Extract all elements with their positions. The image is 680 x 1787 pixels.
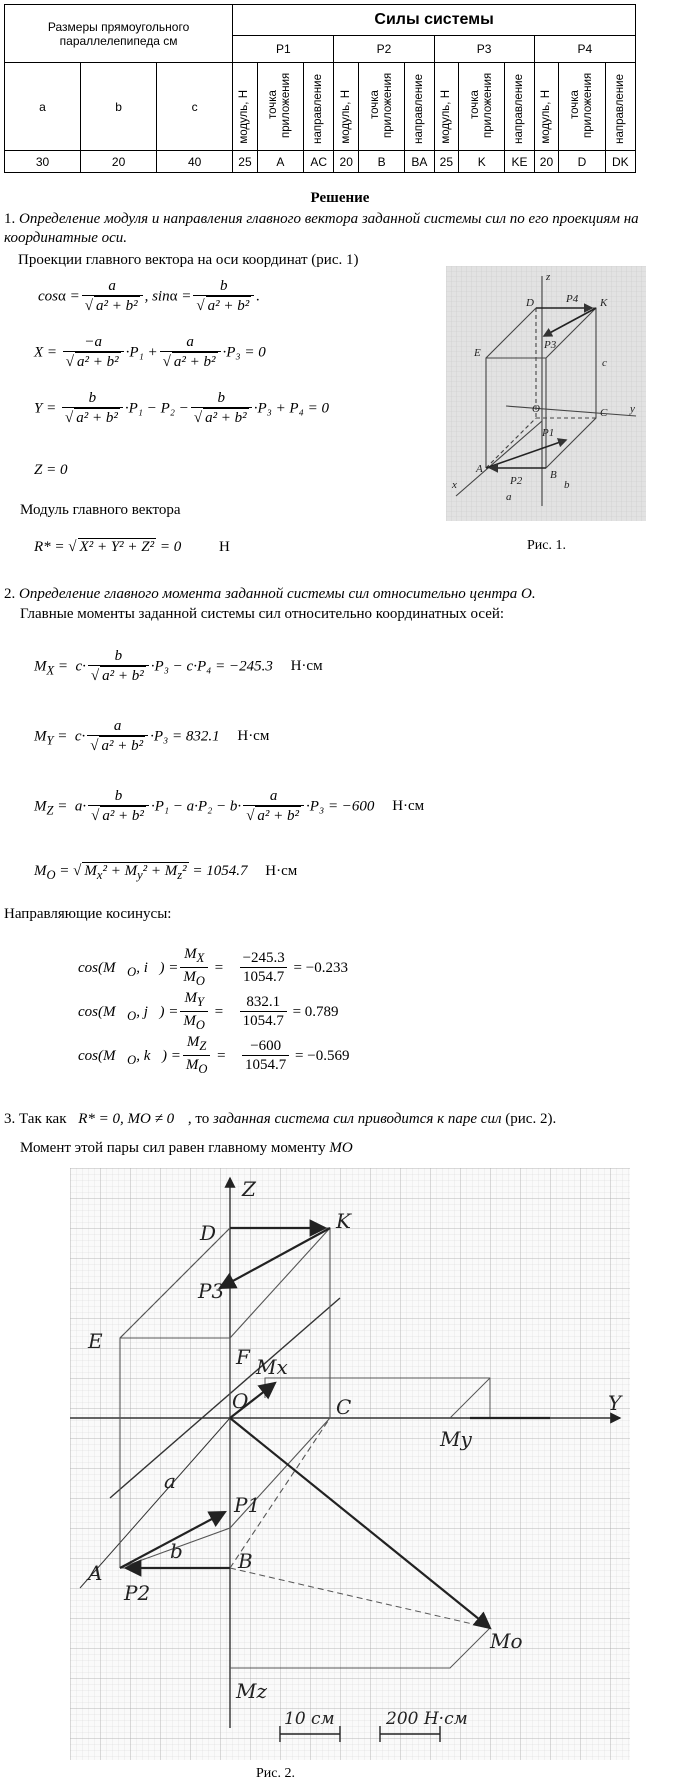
force-p1-header: P1 [233,36,334,63]
fig1-label: D [526,297,534,309]
col-direction: направление [513,74,526,144]
cos-den: 1054.7 [240,967,287,987]
col-module: модуль, Н [339,90,352,144]
fig1-label: x [452,479,457,491]
fig1-label: b [564,479,570,491]
section2-intro: Главные моменты заданной системы сил относительно координатных осей: [20,606,505,622]
fig2-label: Mx [256,1355,288,1379]
x-projection-formula: X = $\frac{-a}{\text{√ a² + b²}}$ ·P₁ + $\frac{a}{\text{√ a² + b²}}$ ·P₃ = 0 [34,334,266,370]
fig1-label: y [630,403,635,415]
table-cell: 30 [5,151,81,173]
fig1-label: E [474,347,481,359]
col-direction: направление [412,74,425,144]
fig2-label: Y [608,1391,622,1415]
mo-unit: Н·см [265,863,298,879]
section2-title: Определение главного момента заданной системы сил относительно центра O. [19,586,536,602]
table-cell: D [559,151,605,173]
col-module: модуль, Н [238,90,251,144]
fig2-caption: Рис. 2. [256,1766,295,1781]
solution-title: Решение [310,190,370,206]
moment-symbol: MO [329,1140,353,1156]
fig2-label: Mo [490,1629,523,1653]
fig2-label: A [88,1561,103,1585]
fig2-label: B [238,1549,253,1573]
fig1-label: P4 [566,293,579,305]
mz-formula: $M_Z = a\cdot$ $\frac{b}{\text{√ a² + b²}}$ ·P₁ − a·P₂ − b· $\frac{a}{\text{√ a² + b²}}$ ·P₃ = −600 Н·см [34,788,425,824]
forces-header: Силы системы [233,5,636,36]
section3-middle: , то [187,1111,210,1127]
fig2-label: F [236,1345,250,1369]
cos-result: = 0.789 [292,1003,339,1020]
y-projection-formula: Y = $\frac{b}{\text{√ a² + b²}}$ ·P₁ − P₂ − $\frac{b}{\text{√ a² + b²}}$ ·P₃ + P₄ = 0 [34,390,329,426]
fig1-label: a [506,491,512,503]
section3-lead: Так как [19,1111,67,1127]
fig2-label: K [336,1209,351,1233]
cos-den: 1054.7 [242,1055,289,1075]
fig2-label: P2 [124,1581,151,1605]
my-unit: Н·см [237,728,270,745]
table-cell: DK [605,151,635,173]
r-unit: Н [219,539,230,555]
table-cell: K [459,151,505,173]
dim-c-label: c [157,63,233,151]
fig2-label: C [336,1395,352,1419]
fig1-label: B [550,469,557,481]
fig1-label: A [476,463,483,475]
col-module: модуль, Н [539,90,552,144]
table-cell: 40 [157,151,233,173]
fig2-label: E [88,1329,103,1353]
table-cell: 20 [334,151,359,173]
cos-label: Направляющие косинусы: [4,906,172,922]
fig2-label: P1 [234,1493,261,1517]
fig2-label: O [232,1389,249,1413]
fig2-label: a [164,1469,176,1493]
section2-heading [4,586,676,603]
table-cell: 25 [434,151,459,173]
force-p4-header: P4 [534,36,635,63]
r-result: = 0 [159,539,182,555]
cos-den: 1054.7 [240,1011,287,1031]
scale-length: 10 см [284,1709,335,1729]
fig2-label: My [440,1427,472,1451]
force-p2-header: P2 [334,36,434,63]
col-point: точка приложения [267,72,293,138]
col-direction: направление [312,74,325,144]
mx-unit: Н·см [290,658,323,675]
cos-num: −245.3 [242,950,285,966]
mx-formula: $M_X = c\cdot$ $\frac{b}{\text{√ a² + b²}}$ ·P₃ − c·P₄ = −245.3 Н·см [34,648,323,684]
fig1-label: c [602,357,607,369]
section3-number: 3. [4,1111,16,1127]
modulus-label: Модуль главного вектора [20,502,181,518]
my-value: = 832.1 [171,728,220,745]
cos-j-formula: $\cos(M⃗_O$, j⃗) = $\frac{M_Y}{M_O}$ = $\frac{832.1}{1054.7}$ = 0.789 [78,990,339,1035]
table-cell: AC [304,151,334,173]
cos-sin-formula: cosα = $\frac{a}{\text{√ a² + b²}}$ , sinα = $\frac{b}{\text{√ a² + b²}}$ . [38,278,260,314]
cos-axis: i [143,959,160,976]
table-cell: BA [405,151,434,173]
main-vector-modulus-formula: R* = √ X² + Y² + Z² = 0 Н [34,539,230,555]
y-result: = 0 [307,400,329,417]
fig1-label: P2 [510,475,523,487]
fig1-label: O [532,403,540,415]
fig1-label: P3 [544,339,557,351]
section3-heading [4,1111,676,1128]
cos-num: 832.1 [246,994,281,1010]
mx-value: = −245.3 [215,658,273,675]
col-direction: направление [613,74,626,144]
section1-heading [4,210,676,248]
input-data-table [4,4,636,173]
section3-ref: (рис. 2). [505,1111,557,1127]
force-p3-header: P3 [434,36,534,63]
table-cell: 25 [233,151,258,173]
cos-axis: k [143,1047,163,1064]
col-point: точка приложения [568,72,594,138]
col-module: модуль, Н [439,90,452,144]
section1-title: Определение модуля и направления главного вектора заданной системы сил по его проекциям на координатные оси. [4,211,639,246]
table-cell: KE [505,151,534,173]
fig1-caption: Рис. 1. [527,538,566,553]
mz-value: = −600 [327,798,375,815]
cos-num: −600 [250,1038,282,1054]
section3-conclusion: заданная система сил приводится к паре сил [212,1111,502,1127]
x-result: = 0 [244,344,266,361]
mo-formula: $M_O$ = √ $M_x^2 + M_y^2 + M_z^2 = 1054.7$ Н·см [34,863,298,882]
my-formula: $M_Y = c\cdot$ $\frac{a}{\text{√ a² + b²}}$ ·P₃ = 832.1 Н·см [34,718,270,754]
figure-1-sketch [446,266,646,521]
fig1-label: C [600,407,608,419]
cos-k-formula: $\cos(M⃗_O$, k⃗) = $\frac{M_Z}{M_O}$ = $\frac{-600}{1054.7}$ = −0.569 [78,1034,349,1079]
section2-number: 2. [4,586,16,602]
section1-number: 1. [4,211,16,227]
fig2-label: Mz [236,1679,268,1703]
z-projection-formula: Z = 0 [34,462,68,478]
mz-unit: Н·см [392,798,425,815]
dim-b-label: b [81,63,157,151]
col-point: точка приложения [468,72,494,138]
dim-a-label: a [5,63,81,151]
dims-header: Размеры прямоугольного параллелепипеда см [5,5,233,63]
fig2-label: b [170,1539,183,1563]
fig1-label: z [546,271,551,283]
cos-result: = −0.569 [295,1047,350,1064]
table-cell: B [359,151,405,173]
table-cell: 20 [81,151,157,173]
table-cell: 20 [534,151,559,173]
figure-2-sketch [70,1168,630,1760]
mo-value: = 1054.7 [192,863,248,879]
scale-moment: 200 Н·см [386,1709,468,1729]
section3-condition: R* = 0, MO ≠ 0 [78,1111,175,1127]
fig1-label: P1 [542,427,555,439]
fig2-label: P3 [198,1279,225,1303]
table-cell: A [257,151,303,173]
fig1-label: K [600,297,608,309]
section1-intro: Проекции главного вектора на оси координат (рис. 1) [18,252,359,268]
cos-axis: j [143,1003,160,1020]
moment-text: Момент этой пары сил равен главному моменту [20,1140,326,1156]
section3-moment-line [20,1140,353,1157]
fig2-label: D [200,1221,217,1245]
cos-i-formula: $\cos(M⃗_O$, i⃗) = $\frac{M_X}{M_O}$ = $\frac{-245.3}{1054.7}$ = −0.233 [78,946,348,991]
cos-result: = −0.233 [293,959,348,976]
col-point: точка приложения [368,72,394,138]
fig2-label: Z [242,1177,256,1201]
